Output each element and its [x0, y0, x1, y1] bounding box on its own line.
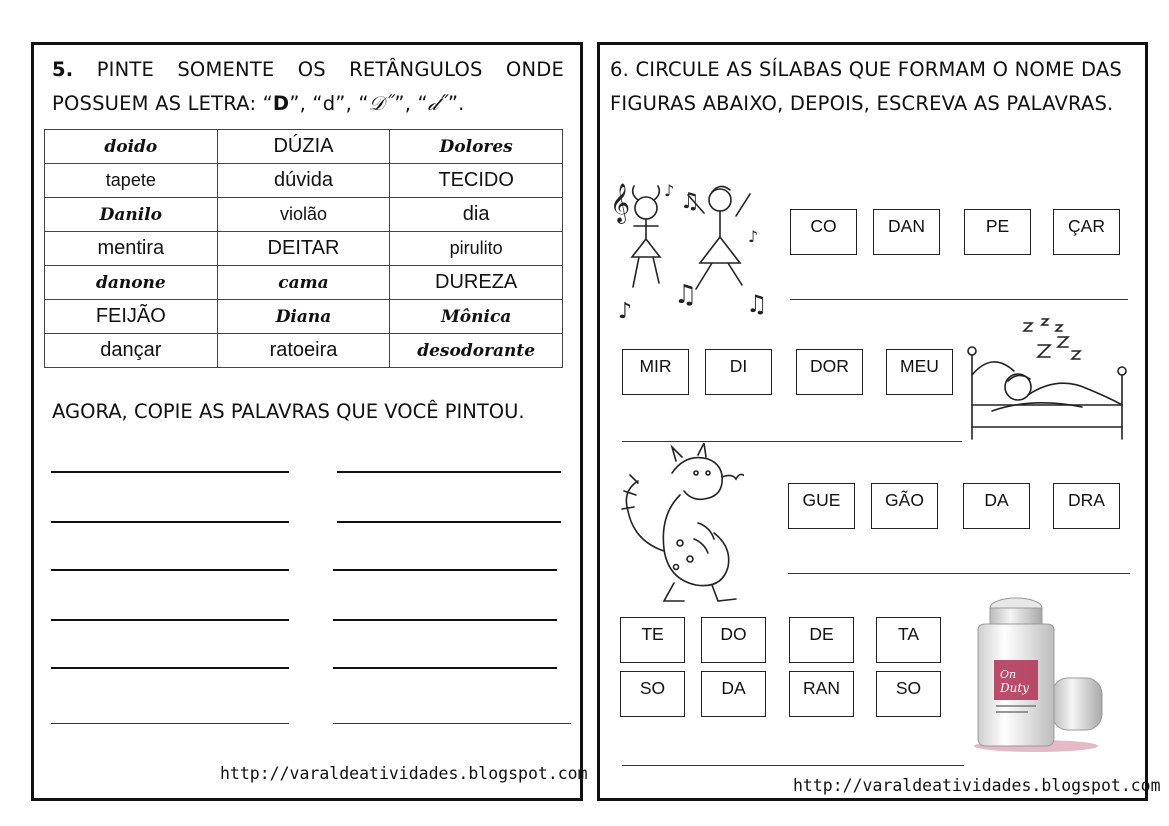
letter-option-bold-d: D: [272, 92, 290, 115]
exercise-6-instruction: 6. CIRCULE AS SÍLABAS QUE FORMAM O NOME DAS FIGURAS ABAIXO, DEPOIS, ESCREVA AS PALAVRAS.: [610, 58, 1122, 115]
syllable-box[interactable]: DAN: [873, 209, 940, 255]
word-cell[interactable]: cama: [217, 266, 390, 300]
svg-text:♫: ♫: [680, 189, 700, 214]
answer-line[interactable]: [51, 723, 289, 724]
svg-text:♫: ♫: [674, 280, 698, 310]
answer-line[interactable]: [333, 723, 571, 724]
exercise-6-panel: [597, 42, 1161, 801]
syllable-box[interactable]: MEU: [886, 349, 953, 395]
word-cell[interactable]: violão: [217, 198, 390, 232]
word-cell[interactable]: FEIJÃO: [45, 300, 218, 334]
table-row: [45, 300, 563, 334]
syllable-box[interactable]: DOR: [796, 349, 863, 395]
answer-line[interactable]: [788, 573, 1130, 574]
answer-line[interactable]: [51, 619, 289, 621]
svg-text:𝄞: 𝄞: [610, 183, 631, 223]
exercise-number: 5.: [52, 58, 74, 81]
source-url: http://varaldeatividades.blogspot.com: [220, 764, 588, 783]
letter-option-cursive-d-upper: 𝒟˝: [368, 92, 395, 115]
word-cell[interactable]: Danilo: [45, 198, 218, 232]
word-cell[interactable]: Diana: [217, 300, 390, 334]
exercise-5-panel: [31, 42, 588, 801]
table-row: [45, 232, 563, 266]
dancing-girls-icon: [608, 178, 768, 323]
letter-option-lower-d: d: [322, 92, 336, 115]
letter-option-cursive-d-lower: 𝒹˝: [427, 92, 448, 115]
answer-line[interactable]: [51, 667, 289, 669]
word-cell[interactable]: dançar: [45, 334, 218, 368]
syllable-box[interactable]: GUE: [788, 483, 855, 529]
answer-line[interactable]: [333, 619, 557, 621]
word-cell[interactable]: tapete: [45, 164, 218, 198]
syllable-box[interactable]: DE: [789, 617, 854, 663]
syllable-box[interactable]: DI: [705, 349, 772, 395]
instruction-text: PINTE SOMENTE OS RETÂNGULOS ONDE POSSUEM AS LETRA:: [52, 58, 565, 115]
word-cell[interactable]: TECIDO: [390, 164, 563, 198]
table-row: [45, 266, 563, 300]
answer-line[interactable]: [622, 441, 962, 442]
copy-instruction: AGORA, COPIE AS PALAVRAS QUE VOCÊ PINTOU.: [52, 400, 525, 423]
answer-line[interactable]: [51, 521, 289, 523]
syllable-box[interactable]: DRA: [1053, 483, 1120, 529]
sleeping-child-icon: [962, 315, 1132, 445]
answer-line[interactable]: [51, 471, 289, 473]
source-url: http://varaldeatividades.blogspot.com: [793, 776, 1161, 795]
answer-line[interactable]: [622, 765, 964, 766]
word-cell[interactable]: ratoeira: [217, 334, 390, 368]
exercise-5-instruction: 5. PINTE SOMENTE OS RETÂNGULOS ONDE POSSUEM AS LETRA: “D”, “d”, “𝒟˝”, “𝒹˝”.: [52, 58, 565, 115]
syllable-box[interactable]: RAN: [789, 671, 854, 717]
syllable-box[interactable]: TA: [876, 617, 941, 663]
syllable-box[interactable]: PE: [964, 209, 1031, 255]
word-cell[interactable]: DEITAR: [217, 232, 390, 266]
table-row: [45, 198, 563, 232]
word-cell[interactable]: desodorante: [390, 334, 563, 368]
word-cell[interactable]: danone: [45, 266, 218, 300]
syllable-box[interactable]: TE: [620, 617, 685, 663]
word-cell[interactable]: dia: [390, 198, 563, 232]
answer-line[interactable]: [333, 569, 557, 571]
svg-text:♪: ♪: [618, 299, 633, 323]
word-cell[interactable]: Dolores: [390, 130, 563, 164]
syllable-box[interactable]: SO: [876, 671, 941, 717]
syllable-box[interactable]: MIR: [622, 349, 689, 395]
svg-text:♪: ♪: [664, 181, 675, 200]
answer-line[interactable]: [51, 569, 289, 571]
table-row: [45, 130, 563, 164]
syllable-box[interactable]: ÇAR: [1053, 209, 1120, 255]
table-row: [45, 334, 563, 368]
word-cell[interactable]: mentira: [45, 232, 218, 266]
word-cell[interactable]: dúvida: [217, 164, 390, 198]
svg-text:♫: ♫: [746, 290, 768, 318]
syllable-box[interactable]: CO: [790, 209, 857, 255]
svg-text:On: On: [1000, 668, 1017, 681]
word-cell[interactable]: DÚZIA: [217, 130, 390, 164]
syllable-box[interactable]: DO: [701, 617, 766, 663]
syllable-box[interactable]: DA: [701, 671, 766, 717]
answer-line[interactable]: [337, 521, 561, 523]
word-cell[interactable]: doido: [45, 130, 218, 164]
deodorant-icon: [956, 590, 1116, 755]
word-cell[interactable]: DUREZA: [390, 266, 563, 300]
svg-text:Duty: Duty: [1000, 681, 1029, 695]
answer-line[interactable]: [337, 471, 561, 473]
table-row: [45, 164, 563, 198]
syllable-box[interactable]: GÃO: [871, 483, 938, 529]
svg-text:♪: ♪: [748, 227, 759, 246]
dragon-icon: [614, 443, 744, 608]
syllable-box[interactable]: DA: [963, 483, 1030, 529]
word-cell[interactable]: Mônica: [390, 300, 563, 334]
word-cell[interactable]: pirulito: [390, 232, 563, 266]
answer-line[interactable]: [790, 299, 1128, 300]
word-table: [44, 129, 563, 368]
syllable-box[interactable]: SO: [620, 671, 685, 717]
answer-line[interactable]: [333, 667, 557, 669]
